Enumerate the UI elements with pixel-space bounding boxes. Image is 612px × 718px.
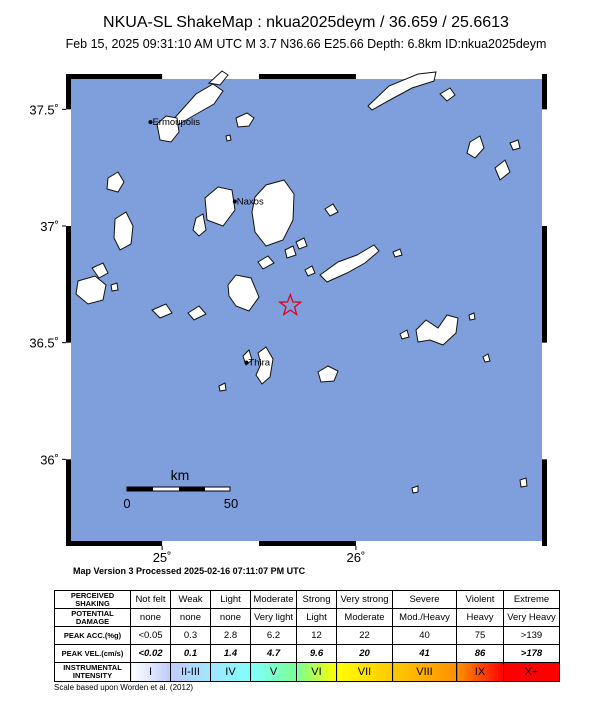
legend-cell: VIII: [393, 663, 457, 682]
legend-cell: VI: [297, 663, 337, 682]
legend-cell: Heavy: [457, 609, 504, 627]
legend-cell: I: [131, 663, 171, 682]
scale-credit: Scale based upon Worden et al. (2012): [54, 683, 194, 692]
intensity-legend: [54, 590, 560, 682]
legend-row-header: PERCEIVED SHAKING: [55, 591, 131, 609]
map-version: Map Version 3 Processed 2025-02-16 07:11:07 PM UTC: [73, 566, 306, 576]
longitude-labels: [153, 546, 366, 565]
legend-cell: Severe: [393, 591, 457, 609]
legend-cell: 4.7: [251, 645, 297, 663]
legend-cell: V: [251, 663, 297, 682]
frame-segment: [66, 343, 71, 460]
legend-cell: >139: [504, 627, 560, 645]
place-label: Ermoupolis: [152, 117, 201, 129]
frame-segment: [162, 541, 259, 546]
place-label: Naxos: [236, 196, 264, 208]
legend-row-header: INSTRUMENTAL INTENSITY: [55, 663, 131, 682]
legend-cell: Very strong: [337, 591, 393, 609]
legend-cell: 2.8: [211, 627, 251, 645]
legend-cell: 20: [337, 645, 393, 663]
legend-row-header: PEAK ACC.(%g): [55, 627, 131, 645]
place-label: Thira: [248, 357, 271, 369]
legend-cell: Very light: [251, 609, 297, 627]
legend-cell: Extreme: [504, 591, 560, 609]
legend-cell: 0.1: [171, 645, 211, 663]
legend-cell: Not felt: [131, 591, 171, 609]
legend-cell: VII: [337, 663, 393, 682]
legend-cell: 1.4: [211, 645, 251, 663]
legend-cell: Strong: [297, 591, 337, 609]
scale-unit-label: km: [170, 467, 190, 483]
map-title: NKUA-SL ShakeMap : nkua2025deym / 36.659 / 25.6613: [103, 14, 509, 31]
legend-cell: Mod./Heavy: [393, 609, 457, 627]
legend-cell: Moderate: [337, 609, 393, 627]
island-southeast-islet: [520, 478, 527, 487]
legend-cell: IX: [457, 663, 504, 682]
legend-cell: Light: [297, 609, 337, 627]
legend-cell: 40: [393, 627, 457, 645]
lat-tick-label: 37˚: [40, 219, 59, 234]
legend-cell: IV: [211, 663, 251, 682]
legend-cell: 6.2: [251, 627, 297, 645]
scale-start-label: 0: [123, 496, 131, 511]
legend-cell: <0.02: [131, 645, 171, 663]
lat-tick-label: 36.5˚: [29, 335, 59, 351]
legend-cell: Weak: [171, 591, 211, 609]
legend-cell: none: [211, 609, 251, 627]
legend-cell: none: [131, 609, 171, 627]
frame-segment: [542, 343, 547, 460]
frame-segment: [356, 74, 542, 79]
lon-tick-label: 25˚: [152, 550, 172, 565]
legend-cell: Light: [211, 591, 251, 609]
legend-cell: 0.3: [171, 627, 211, 645]
legend-cell: 75: [457, 627, 504, 645]
legend-row: [55, 627, 560, 645]
legend-row-header: POTENTIAL DAMAGE: [55, 609, 131, 627]
legend-cell: 12: [297, 627, 337, 645]
frame-segment: [162, 74, 259, 79]
legend-cell: none: [171, 609, 211, 627]
legend-cell: X+: [504, 663, 560, 682]
legend-cell: 9.6: [297, 645, 337, 663]
event-details: Feb 15, 2025 09:31:10 AM UTC M 3.7 N36.66 E25.66 Depth: 6.8km ID:nkua2025deym: [65, 37, 547, 51]
frame-segment: [356, 541, 542, 546]
lon-tick-label: 26˚: [346, 550, 366, 565]
legend-row-header: PEAK VEL.(cm/s): [55, 645, 131, 663]
legend-cell: 41: [393, 645, 457, 663]
legend-cell: >178: [504, 645, 560, 663]
legend-row: [55, 645, 560, 663]
legend-cell: <0.05: [131, 627, 171, 645]
legend-cell: Moderate: [251, 591, 297, 609]
legend-cell: II-III: [171, 663, 211, 682]
legend-row: [55, 591, 560, 609]
legend-row: [55, 609, 560, 627]
legend-cell: 22: [337, 627, 393, 645]
island-delos: [226, 135, 231, 141]
lat-tick-label: 37.5˚: [29, 102, 59, 118]
scale-end-label: 50: [223, 496, 239, 511]
legend-cell: 86: [457, 645, 504, 663]
island-polyaigos: [111, 283, 118, 291]
frame-segment: [542, 109, 547, 226]
lat-tick-label: 36˚: [40, 452, 59, 468]
latitude-labels: [29, 102, 66, 467]
frame-segment: [66, 109, 71, 226]
legend-cell: Violent: [457, 591, 504, 609]
legend-row: [55, 663, 560, 682]
legend-cell: Very Heavy: [504, 609, 560, 627]
